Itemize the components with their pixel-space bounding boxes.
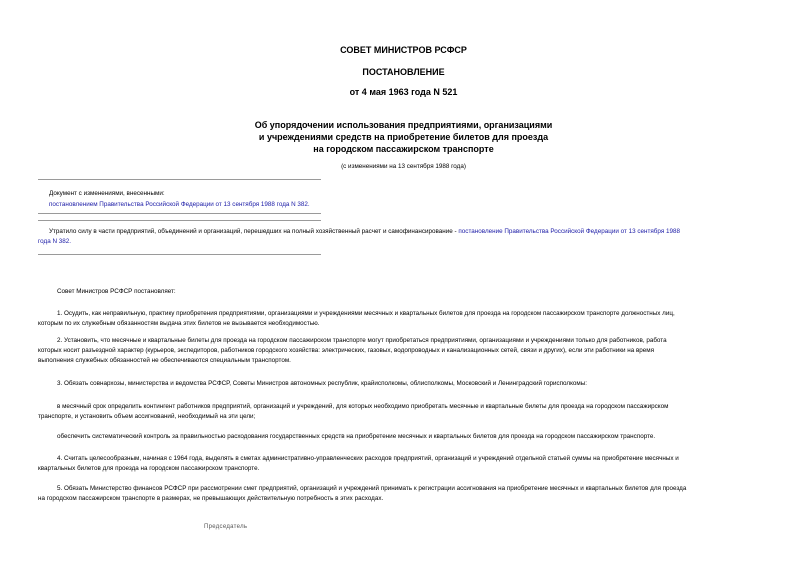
invalid-link-continued[interactable]: года N 382. bbox=[38, 238, 72, 245]
title-line: Об упорядочении использования предприятиями, организациями bbox=[254, 120, 553, 130]
divider bbox=[38, 220, 321, 221]
paragraph-line: квартальных билетов для проезда на городском пассажирском транспорте. bbox=[38, 465, 260, 472]
paragraph-line: которых носит разъездной характер (курьеров, экспедиторов, работников городского хозяйства: электрических, газовых, водопроводных и канализационных сетей, связи и других), если эти работники на время bbox=[38, 347, 655, 354]
invalid-text: Утратило силу в части предприятий, объединений и организаций, перешедших на полный хозяйственный расчет и самофинансирование - bbox=[49, 228, 459, 235]
paragraph-line: транспорте, и установить объем ассигнований, необходимый на эти цели; bbox=[38, 413, 256, 420]
amendments-note: (с изменениями на 13 сентября 1988 года) bbox=[341, 163, 466, 170]
paragraph-line: 4. Считать целесообразным, начиная с 1964 года, выделять в сметах административно-управленческих расходов предприятий, организаций и учреждений отдельной статьей суммы на приобретение месячных и bbox=[57, 455, 679, 462]
title-line: на городском пассажирском транспорте bbox=[313, 144, 494, 154]
signature-label: Председатель bbox=[204, 524, 248, 530]
divider bbox=[38, 213, 321, 214]
doc-changes-intro: Документ с изменениями, внесенными: bbox=[49, 190, 165, 197]
invalid-notice bbox=[49, 227, 771, 237]
divider bbox=[38, 254, 321, 255]
title-line: и учреждениями средств на приобретение билетов для проезда bbox=[258, 132, 549, 142]
paragraph-line: 5. Обязать Министерство финансов РСФСР при рассмотрении смет предприятий, организаций и учреждений принимать к регистрации ассигнования на приобретение месячных и квартальных билетов для проезда bbox=[57, 485, 687, 492]
paragraph-line: в месячный срок определить контингент работников предприятий, организаций и учреждений, для которых необходимо приобретать месячные и квартальные билеты для проезда на городском пассажирском bbox=[57, 403, 669, 410]
paragraph-line: 2. Установить, что месячные и квартальные билеты для проезда на городском пассажирском транспорте могут приобретаться предприятиями, организациями и учреждениями только для работников, работа bbox=[57, 337, 667, 344]
header-date: от 4 мая 1963 года N 521 bbox=[349, 87, 458, 97]
header-doc-type: ПОСТАНОВЛЕНИЕ bbox=[362, 67, 445, 77]
invalid-link[interactable]: постановление Правительства Российской Федерации от 13 сентября 1988 bbox=[458, 228, 680, 235]
paragraph-line: 1. Осудить, как неправильную, практику приобретения предприятиями, организациями и учреждениями месячных и квартальных билетов для проезда на городском пассажирском транспорте должностных лиц, bbox=[57, 310, 675, 317]
paragraph-3: 3. Обязать совнархозы, министерства и ведомства РСФСР, Советы Министров автономных республик, крайисполкомы, облисполкомы, Московский и Ленинградский горисполкомы: bbox=[57, 380, 588, 387]
paragraph-line: на городском пассажирском транспорте в размерах, не превышающих действительную потребность в этих расходах. bbox=[38, 495, 384, 502]
doc-changes-link[interactable]: постановлением Правительства Российской Федерации от 13 сентября 1988 года N 382. bbox=[49, 201, 310, 208]
intro-paragraph: Совет Министров РСФСР постановляет: bbox=[57, 288, 176, 295]
header-org: СОВЕТ МИНИСТРОВ РСФСР bbox=[340, 45, 467, 55]
paragraph-3b: обеспечить систематический контроль за правильностью расходования государственных средств на приобретение месячных и квартальных билетов для проезда на городском пассажирском транспорте. bbox=[57, 433, 656, 440]
paragraph-line: выполнения служебных обязанностей не обеспечиваются специальным транспортом. bbox=[38, 357, 291, 364]
paragraph-line: которым по их служебным обязанностям выдача этих билетов не вызывается необходимостью. bbox=[38, 320, 320, 327]
divider bbox=[38, 179, 321, 180]
